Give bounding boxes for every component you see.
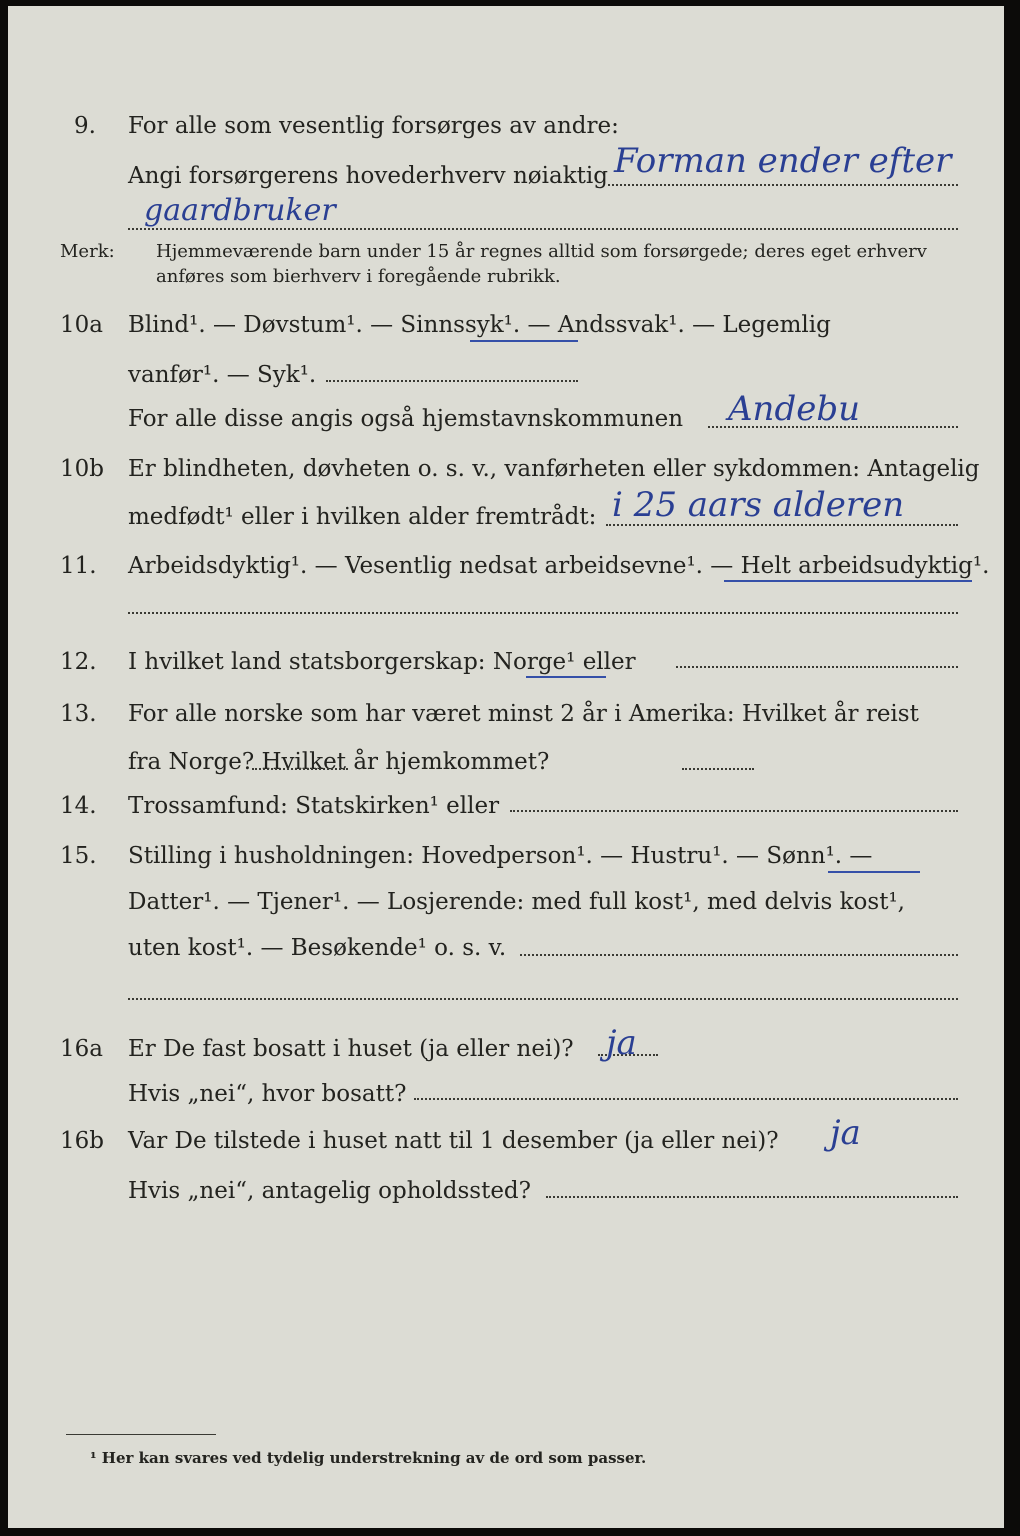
q10a-line3: For alle disse angis også hjemstavnskommunen — [128, 406, 684, 432]
q16b-line1: Var De tilstede i huset natt til 1 desember (ja eller nei)? — [128, 1128, 779, 1154]
q15-answer-dots-2 — [128, 998, 958, 1000]
q15-line2: Datter¹. — Tjener¹. — Losjerende: med full kost¹, med delvis kost¹, — [128, 889, 905, 915]
q9-handwritten-1: Forman ender efter — [614, 141, 952, 181]
q16a-number: 16a — [60, 1036, 103, 1062]
q11-number: 11. — [60, 553, 97, 579]
q15-line1: Stilling i husholdningen: Hovedperson¹. — Hustru¹. — Sønn¹. — — [128, 843, 873, 869]
q13-line2: fra Norge? Hvilket år hjemkommet? — [128, 749, 550, 775]
q11-answer-dots — [128, 612, 958, 614]
q9-line1: For alle som vesentlig forsørges av andre: — [128, 113, 619, 139]
q12-number: 12. — [60, 649, 97, 675]
q12-line1: I hvilket land statsborgerskap: Norge¹ eller — [128, 649, 636, 675]
q15-answer-dots — [520, 954, 958, 956]
q9-number: 9. — [74, 113, 96, 139]
q15-number: 15. — [60, 843, 97, 869]
q10a-line2: vanfør¹. — Syk¹. — [128, 362, 317, 388]
q10a-number: 10a — [60, 312, 103, 338]
census-form-page — [8, 6, 1004, 1528]
footnote: ¹ Her kan svares ved tydelig understrekning av de ord som passer. — [90, 1449, 647, 1467]
note-line2: anføres som bierhverv i foregående rubrikk. — [156, 266, 561, 287]
q10b-line1: Er blindheten, døvheten o. s. v., vanførheten eller sykdommen: Antagelig — [128, 456, 980, 482]
q10a-handwritten: Andebu — [728, 389, 860, 429]
q10b-handwritten: i 25 aars alderen — [612, 485, 905, 525]
q16b-line2: Hvis „nei“, antagelig opholdssted? — [128, 1178, 531, 1204]
q9-line2: Angi forsørgerens hovederhverv nøiaktig — [128, 163, 608, 189]
q16a-line2: Hvis „nei“, hvor bosatt? — [128, 1081, 407, 1107]
q15-underline-sonn — [828, 871, 920, 873]
q13-number: 13. — [60, 701, 97, 727]
q12-answer-dots — [676, 666, 958, 668]
note-line1: Hjemmeværende barn under 15 år regnes alltid som forsørgede; deres eget erhverv — [156, 241, 927, 262]
q14-line1: Trossamfund: Statskirken¹ eller — [128, 793, 500, 819]
q16b-number: 16b — [60, 1128, 104, 1154]
q16a-handwritten: ja — [606, 1023, 637, 1063]
q16a-bosatt-dots — [414, 1098, 958, 1100]
q13-line1: For alle norske som har været minst 2 år i Amerika: Hvilket år reist — [128, 701, 919, 727]
q9-answer-dots — [608, 184, 958, 186]
q16a-line1: Er De fast bosatt i huset (ja eller nei)? — [128, 1036, 574, 1062]
q14-answer-dots — [510, 810, 958, 812]
q13-reist-dots — [252, 768, 348, 770]
q11-line1: Arbeidsdyktig¹. — Vesentlig nedsat arbeidsevne¹. — Helt arbeidsudyktig¹. — [128, 553, 990, 579]
q16b-answer-dots — [546, 1196, 958, 1198]
q9-handwritten-2: gaardbruker — [144, 193, 336, 228]
q13-hjemkommet-dots — [682, 768, 754, 770]
q16b-handwritten: ja — [830, 1113, 861, 1153]
q10a-syk-dots — [326, 380, 578, 382]
q10b-line2: medfødt¹ eller i hvilken alder fremtrådt: — [128, 504, 597, 530]
q10a-underline-sinnssyk — [470, 340, 578, 342]
footnote-rule — [66, 1434, 216, 1435]
note-label: Merk: — [60, 241, 115, 262]
q14-number: 14. — [60, 793, 97, 819]
q10b-number: 10b — [60, 456, 104, 482]
q12-underline-norge — [526, 676, 606, 678]
q15-line3: uten kost¹. — Besøkende¹ o. s. v. — [128, 935, 507, 961]
q11-underline — [724, 580, 972, 582]
q10a-line1: Blind¹. — Døvstum¹. — Sinnssyk¹. — Andssvak¹. — Legemlig — [128, 312, 831, 338]
